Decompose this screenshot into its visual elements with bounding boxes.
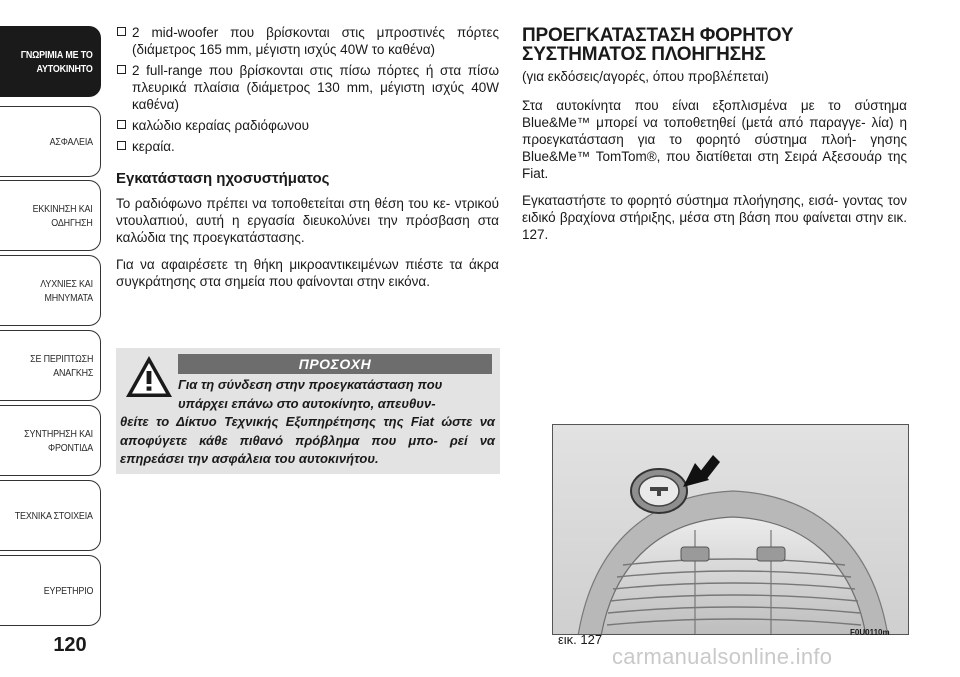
paragraph: Εγκαταστήστε το φορητό σύστημα πλοήγησης, εισά- γοντας τον ειδικό βραχίονα στήριξης, μέσα στη βάση που φαίνεται στην εικ. 127.	[522, 193, 907, 242]
tab-label: ΕΥΡΕΤΗΡΙΟ	[43, 584, 93, 597]
figure-code: F0U0110m	[850, 628, 890, 637]
speaker-list	[116, 24, 499, 155]
list-item	[116, 24, 499, 58]
tab-technical-data[interactable]	[0, 480, 101, 551]
list-item	[116, 138, 499, 155]
tab-label: ΓΝΩΡΙΜΙΑ ΜΕ ΤΟ ΑΥΤΟΚΙΝΗΤΟ	[21, 48, 93, 75]
right-column	[522, 26, 907, 253]
paragraph: Για να αφαιρέσετε τη θήκη μικροαντικειμένων πιέστε τα άκρα συγκράτησης στα σημεία που φαίνονται στην εικόνα.	[116, 257, 499, 289]
list-item	[116, 62, 499, 113]
tab-maintenance[interactable]	[0, 405, 101, 476]
checkbox-bullet-icon	[117, 141, 126, 150]
dashboard-vent-illustration	[553, 425, 909, 635]
tab-label: ΕΚΚΙΝΗΣΗ ΚΑΙ ΟΔΗΓΗΣΗ	[32, 202, 93, 229]
checkbox-bullet-icon	[117, 65, 126, 74]
paragraph: Στα αυτοκίνητα που είναι εξοπλισμένα με το σύστημα Blue&Me™ μπορεί να τοποθετηθεί (μετά από παραγγε- λία) η προεγκατάσταση για το φορητό σύστημα πλοή- γησης Blue&Me™ TomTom®, που διατίθεται στη Σειρά Αξεσουάρ της Fiat.	[522, 98, 907, 181]
tab-lights-messages[interactable]	[0, 255, 101, 326]
section-title: Εγκατάσταση ηχοσυστήματος	[116, 170, 330, 187]
list-item-text: 2 mid-woofer που βρίσκονται στις μπροστινές πόρτες (διάμετρος 165 mm, μέγιστη ισχύς 40W το καθένα)	[132, 25, 499, 57]
tab-label: ΣΕ ΠΕΡΙΠΤΩΣΗ ΑΝΑΓΚΗΣ	[29, 352, 93, 379]
subtitle: (για εκδόσεις/αγορές, όπου προβλέπεται)	[522, 69, 769, 84]
left-column	[116, 24, 499, 300]
tab-safety[interactable]	[0, 106, 101, 177]
tab-getting-to-know[interactable]	[0, 26, 101, 97]
tab-label: ΤΕΧΝΙΚΑ ΣΤΟΙΧΕΙΑ	[14, 509, 93, 522]
figure-illustration	[552, 424, 909, 635]
warning-line: υπάρχει επάνω στο αυτοκίνητο, απευθυν-	[178, 395, 436, 411]
figure-caption: εικ. 127	[558, 632, 603, 647]
tab-label: ΛΥΧΝΙΕΣ ΚΑΙ ΜΗΝΥΜΑΤΑ	[40, 277, 93, 304]
tab-label: ΑΣΦΑΛΕΙΑ	[49, 135, 93, 148]
paragraph: Το ραδιόφωνο πρέπει να τοποθετείται στη θέση του κε- ντρικού ντουλαπιού, αυτή η εργασία διευκολύνει την πρόσβαση στα καλώδια της προεγκατάστασης.	[116, 196, 499, 245]
page-number: 120	[53, 634, 87, 656]
tab-emergency[interactable]	[0, 330, 101, 401]
list-item-text: καλώδιο κεραίας ραδιόφωνου	[132, 118, 310, 133]
watermark: carmanualsonline.info	[612, 644, 833, 669]
list-item-text: κεραία.	[132, 139, 175, 154]
page-title	[522, 26, 907, 64]
list-item-text: 2 full-range που βρίσκονται στις πίσω πόρτες ή στα πίσω πλευρικά πλαίσια (διάμετρος 130 mm, μέγιστη ισχύς 40W καθένα)	[132, 63, 499, 112]
warning-header: ΠΡΟΣΟΧΗ	[178, 354, 492, 374]
warning-line: θείτε το Δίκτυο Τεχνικής Εξυπηρέτησης της Fiat ώστε να αποφύγετε κάθε πιθανό πρόβλημα που μπο- ρεί να επηρεάσει την ασφάλεια του αυτοκινήτου.	[120, 414, 495, 466]
checkbox-bullet-icon	[117, 27, 126, 36]
list-item	[116, 117, 499, 134]
warning-line: Για τη σύνδεση στην προεγκατάσταση που	[178, 377, 443, 392]
tab-label: ΣΥΝΤΗΡΗΣΗ ΚΑΙ ΦΡΟΝΤΙΔΑ	[24, 427, 93, 454]
tab-index[interactable]	[0, 555, 101, 626]
warning-text	[120, 376, 495, 469]
tab-starting-driving[interactable]	[0, 180, 101, 251]
title-line: ΣΥΣΤΗΜΑΤΟΣ ΠΛΟΗΓΗΣΗΣ	[522, 44, 766, 65]
chapter-sidebar	[0, 0, 103, 677]
checkbox-bullet-icon	[117, 120, 126, 129]
title-line: ΠΡΟΕΓΚΑΤΑΣΤΑΣΗ ΦΟΡΗΤΟΥ	[522, 25, 794, 46]
warning-box	[116, 348, 500, 474]
